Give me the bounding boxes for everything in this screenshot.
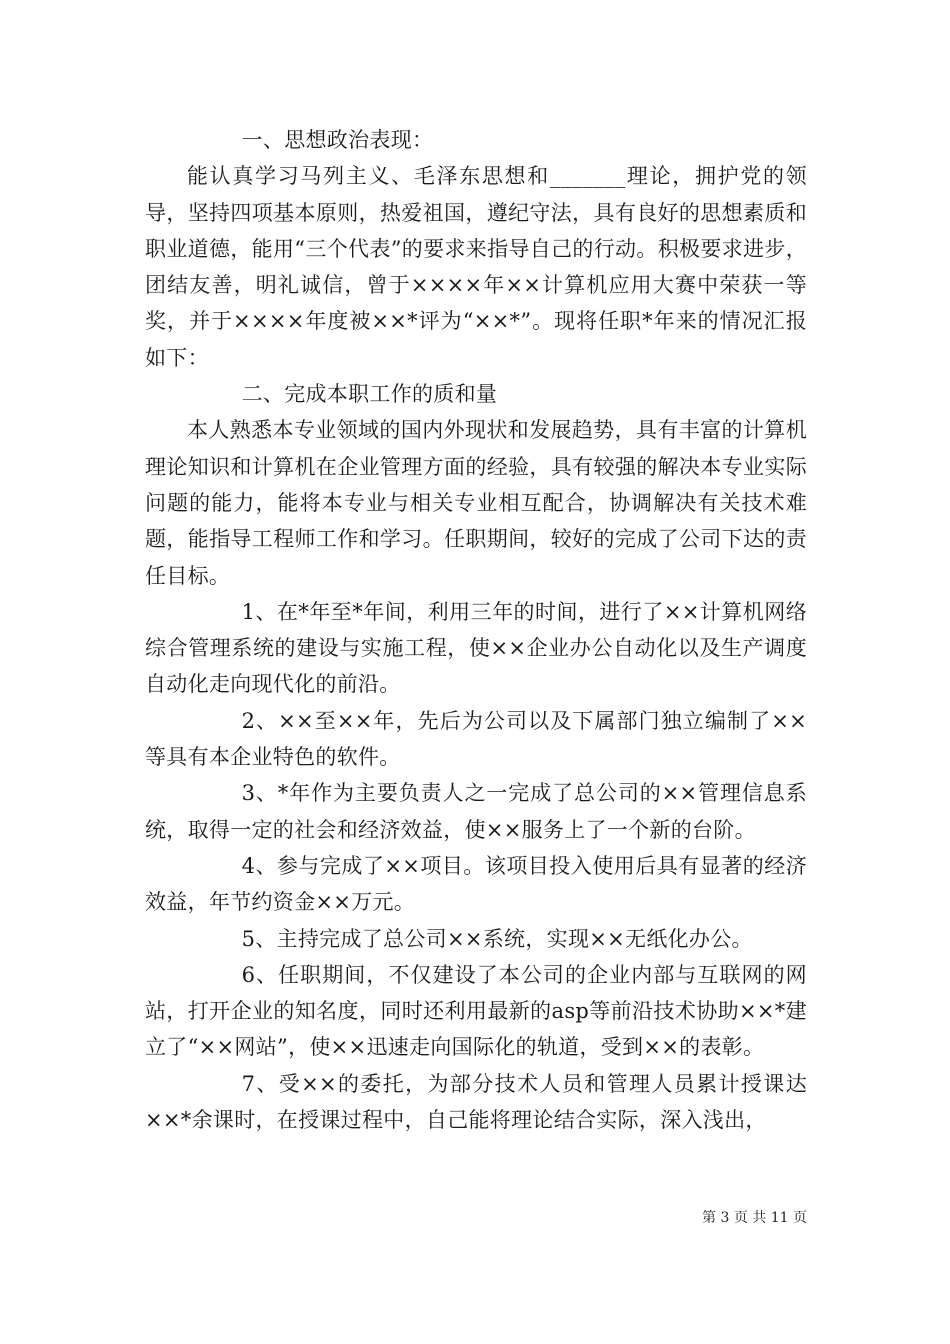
heading-work: 二、完成本职工作的质和量: [241, 382, 498, 407]
document-body: [145, 122, 807, 1138]
list-item-6: 6、任职期间，不仅建设了本公司的企业内部与互联网的网站，打开企业的知名度，同时还利用最新的asp等前沿技术协助××*建立了“××网站”，使××迅速走向国际化的轨道，受到××的表彰。: [145, 962, 807, 1060]
page-number-footer: 第 3 页 共 11 页: [702, 1210, 807, 1226]
list-item-3: 3、*年作为主要负责人之一完成了总公司的××管理信息系统，取得一定的社会和经济效益，使××服务上了一个新的台阶。: [145, 781, 807, 842]
list-item-2: 2、××至××年，先后为公司以及下属部门独立编制了××等具有本企业特色的软件。: [145, 708, 807, 770]
list-item-1: 1、在*年至*年间，利用三年的时间，进行了××计算机网络综合管理系统的建设与实施工程，使××企业办公自动化以及生产调度自动化走向现代化的前沿。: [145, 599, 807, 697]
list-item-5: 5、主持完成了总公司××系统，实现××无纸化办公。: [241, 926, 753, 951]
heading-political: 一、思想政治表现：: [241, 128, 434, 152]
list-item-7: 7、受××的委托，为部分技术人员和管理人员累计授课达××*余课时，在授课过程中，自己能将理论结合实际，深入浅出，: [145, 1071, 807, 1133]
paragraph-political: 能认真学习马列主义、毛泽东思想和_______理论，拥护党的领导，坚持四项基本原则，热爱祖国，遵纪守法，具有良好的思想素质和职业道德，能用“三个代表”的要求来指导自己的行动。积极要求进步，团结友善，明礼诚信，曾于××××年××计算机应用大赛中荣获一等奖，并于××××年度被××*评为“××*”。现将任职*年来的情况汇报如下：: [145, 164, 807, 370]
list-item-4: 4、参与完成了××项目。该项目投入使用后具有显著的经济效益，年节约资金××万元。: [145, 853, 807, 915]
paragraph-work: 本人熟悉本专业领域的国内外现状和发展趋势，具有丰富的计算机理论知识和计算机在企业管理方面的经验，具有较强的解决本专业实际问题的能力，能将本专业与相关专业相互配合，协调解决有关技术难题，能指导工程师工作和学习。任职期间，较好的完成了公司下达的责任目标。: [145, 418, 807, 588]
